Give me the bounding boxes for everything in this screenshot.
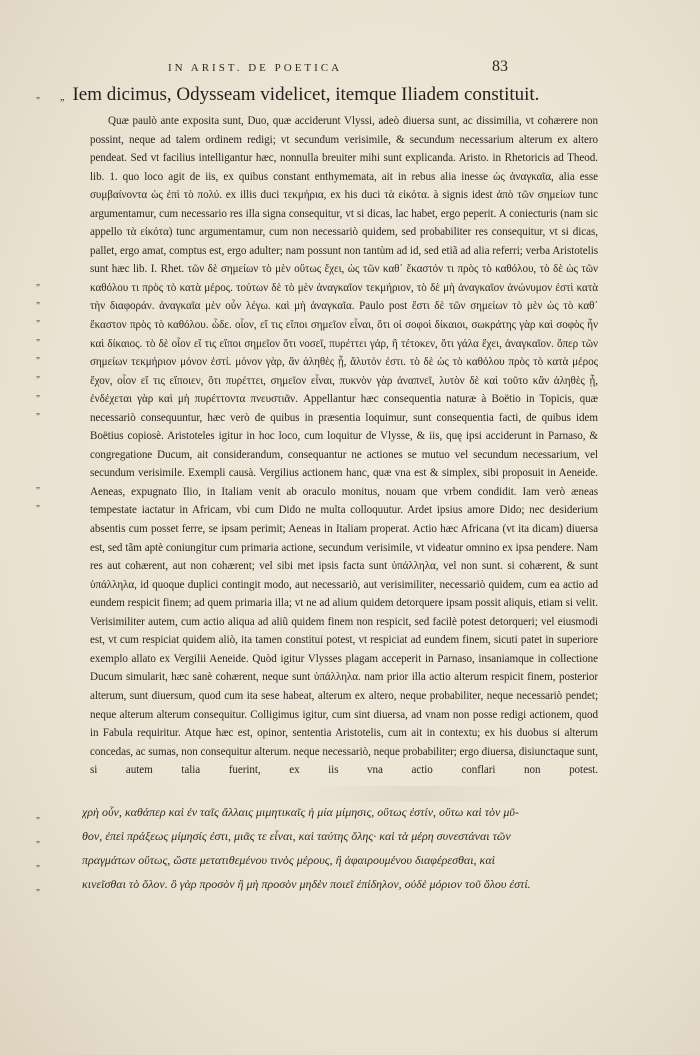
page-number: 83 xyxy=(492,58,508,75)
greek-line: θον, ἐπεὶ πράξεως μίμησίς ἐστι, μιᾶς τε εἶναι, καὶ ταύτης ὅλης· καὶ τὰ μέρη συνεστάναι τῶν xyxy=(82,829,511,843)
quote-marker: „ xyxy=(36,810,39,820)
quote-marker: „ xyxy=(36,295,39,305)
running-head: IN ARIST. DE POETICA xyxy=(168,62,343,74)
greek-line: κινεῖσθαι τὸ ὅλον. ὃ γὰρ προσὸν ἢ μὴ προσὸν μηδὲν ποιεῖ ἐπίδηλον, οὐδὲ μόριον τοῦ ὅλου ἐστί. xyxy=(82,877,531,891)
greek-quotation-block xyxy=(82,800,602,896)
quote-marker: „ xyxy=(36,313,39,323)
heading-text: Iem dicimus, Odysseam videlicet, itemque Iliadem constituit. xyxy=(72,84,540,105)
quote-marker: „ xyxy=(36,388,39,398)
quote-marker: „ xyxy=(36,480,39,490)
quote-marker: „ xyxy=(36,858,39,868)
quote-marker: „ xyxy=(36,277,39,287)
quote-marker: „ xyxy=(36,498,39,508)
quote-marker: „ xyxy=(36,834,39,844)
greek-line: πραγμάτων οὕτως, ὥστε μετατιθεμένου τινὸς μέρους, ἢ ἀφαιρουμένου διαφέρεσθαι, καὶ xyxy=(82,853,495,867)
quote-marker: „ xyxy=(36,90,39,100)
quote-marker: „ xyxy=(36,882,39,892)
quote-marker: „ xyxy=(36,369,39,379)
commentary-paragraph: Quæ paulò ante exposita sunt, Duo, quæ acciderunt Vlyssi, adeò diuersa sunt, ac dissimilia, vt cohærere non possint, neque ad talem ordinem redigi; vt secundum verisimile, & secundum necessarium alterum ex altero pendeat. Sed vt facilius intelligantur hæc, nonnulla breuiter mihi sunt explicanda. Aristo. in Rhetoricis ad Theod. lib. 1. quo loco agit de iis, ex quibus constant enthymemata, ait in rebus alia inesse ὡς ἀναγκαῖα, alia esse συμβαίνοντα ὡς ἐπὶ τὸ πολύ. ex illis duci τεκμήρια, ex his duci τὰ εἰκότα. à signis idest ἀπὸ τῶν σημείων tunc argumentamur, cum necessario res illa signa consequitur, vt si dicas, lac habet, ergo peperit. A coniecturis (nam sic appello τὰ εἰκότα) tunc argumentamur, cum non necessariò quidem, sed probabiliter res consequitur, vt si dicas, pallet, ergo amat, comptus est, ergo adulter; nam possunt non tantùm ad id, sed etiã ad alia referri; verba Aristotelis sunt hæc lib. I. Rhet. τῶν δὲ σημείων τὸ μὲν οὕτως ἔχει, ὡς τῶν καθ᾽ ἕκαστόν τι πρὸς τὸ καθόλου, τὸ δὲ ὡς τῶν καθόλου τι πρὸς τὸ κατὰ μέρος. τούτων δὲ τὸ μὲν ἀναγκαῖον τεκμήριον, τὸ δὲ μὴ ἀναγκαῖον ἀνώνυμον ἐστὶ κατὰ τὴν διαφοράν. ἀναγκαῖα μὲν οὖν λέγω. καὶ μὴ ἀναγκαῖα. Paulo post ἔστι δὲ τῶν σημείων τὸ μὲν ὡς τὸ καθ᾽ ἕκαστον πρὸς τὸ καθόλου. ὧδε. οἷον, εἴ τις εἴποι σημεῖον εἶναι, ὅτι οἱ σοφοὶ δίκαιοι, σωκράτης γὰρ καὶ σοφὸς ἦν καὶ δίκαιος. τὸ δὲ οἷον εἴ τις εἴποι σημεῖον ὅτι νοσεῖ, πυρέττει γάρ, ἢ τέτοκεν, ὅτι γάλα ἔχει, ἀναγκαῖον. ὅπερ τῶν σημείων τεκμήριον μόνον ἐστί. μόνον γὰρ, ἂν ἀληθὲς ᾖ, ἄλυτόν ἐστι. τὸ δὲ ὡς τὸ καθόλου πρὸς τὸ κατὰ μέρος ἔχον, οἷον εἴ τις εἴποιεν, ὅτι πυρέττει, σημεῖον εἶναι, πυκνὸν γὰρ ἀναπνεῖ, λυτὸν δὲ καὶ τοῦτο κἂν ἀληθὲς ᾖ, ἐνδέχεται γὰρ καὶ μὴ πυρέττοντα πνευστιᾶν. Appellantur hæc consequentia naturæ à Boëtio in Topicis, quæ necessariò consequuntur, hæc verò de quibus in præsentia loquimur, sunt consequentia facti, de quibus idem Boëtius copiosè. Aristoteles igitur in hoc loco, cum loquitur de Vlysse, & iis, quę ipsi acciderunt in Parnaso, & congregatione Ducum, ait considerandum, consequantur ne actiones se mutuo vel secundum necessarium, vel secundum verisimile. Exempli causà. Vergilius actionem hanc, quæ vna est & simplex, sibi proposuit in Aeneide. Aeneas, expugnato Ilio, in Italiam venit ab oraculo monitus, nouam que vrbem condidit. Iam verò æneas tempestate iactatur in Africam, vbi cum Dido ne multa colloquutur. Ardet ipsius amore Dido; nec desiderium absentis cum posset ferre, se ipsam perimit; Aeneas in Italiam properat. Actio hæc Africana (vt ita dicam) diuersa est, sed tãm aptè coniungitur cum primaria actione, secundum verisimile, vt videatur omnino ex ipsa pendere. Nam res aut cohærent, aut non cohærent; vel sibi met ipsis facta sunt ὑπάλληλα, vel non sunt. si cohærent, & sunt ὑπάλληλα, id quoque duplici contingit modo, aut necessariò, aut verisimiliter, necessariò quidem, cum ea actio ad eundem respicit finem; ad quem primaria illa; vt ne ad alium quidem detorquere ipsam possit aliquis, etiam si velit. Verisimiliter autem, cum actio aliqua ad aliũ quidem finem non respicit, sed facilè potest detorqueri; vel eiusmodi est, vt cum respiciat quidem aliò, ita tamen constitui potest, vt respiciat ad eundem finem, sicuti patet in superiore exemplo allato ex Vergilii Aeneide. Quòd igitur Vlysses plagam acceperit in Parnaso, insaniamque in collectione Ducum simularit, hæc sanè cohærent, neque sunt ὑπάλληλα. nam prior illa actio alterum respicit finem, posterior alterum, sunt diuersum, quod cum ita sese habeat, alterum ex altero, neque probabiliter, neque necessariò pendet; neque alterum alterum consequitur. Colligimus igitur, cum sint diuersa, ad vnam non posse redigi actionem, quod in Fabula requiritur. Atque hæc est, opinor, sententia Aristotelis, cum ait in contextu; ex his duobus si alterum concedas, ac sumas, non consequitur alterum. neque necessariò, neque probabiliter; ergo diuersa, disiunctaque sunt, si autem talia fuerint, ex iis vna actio conflari non potest. xyxy=(90,115,598,777)
quote-marker: „ xyxy=(36,406,39,416)
greek-line: χρὴ οὖν, καθάπερ καὶ ἐν ταῖς ἄλλαις μιμητικαῖς ἡ μία μίμησις, οὕτως ἐστίν, οὕτω καὶ τὸν μῦ- xyxy=(82,805,519,819)
commentary-text-block xyxy=(90,112,598,780)
section-heading xyxy=(60,84,539,106)
quote-marker: „ xyxy=(36,350,39,360)
quote-marker: „ xyxy=(36,332,39,342)
heading-marker: „ xyxy=(60,92,65,103)
